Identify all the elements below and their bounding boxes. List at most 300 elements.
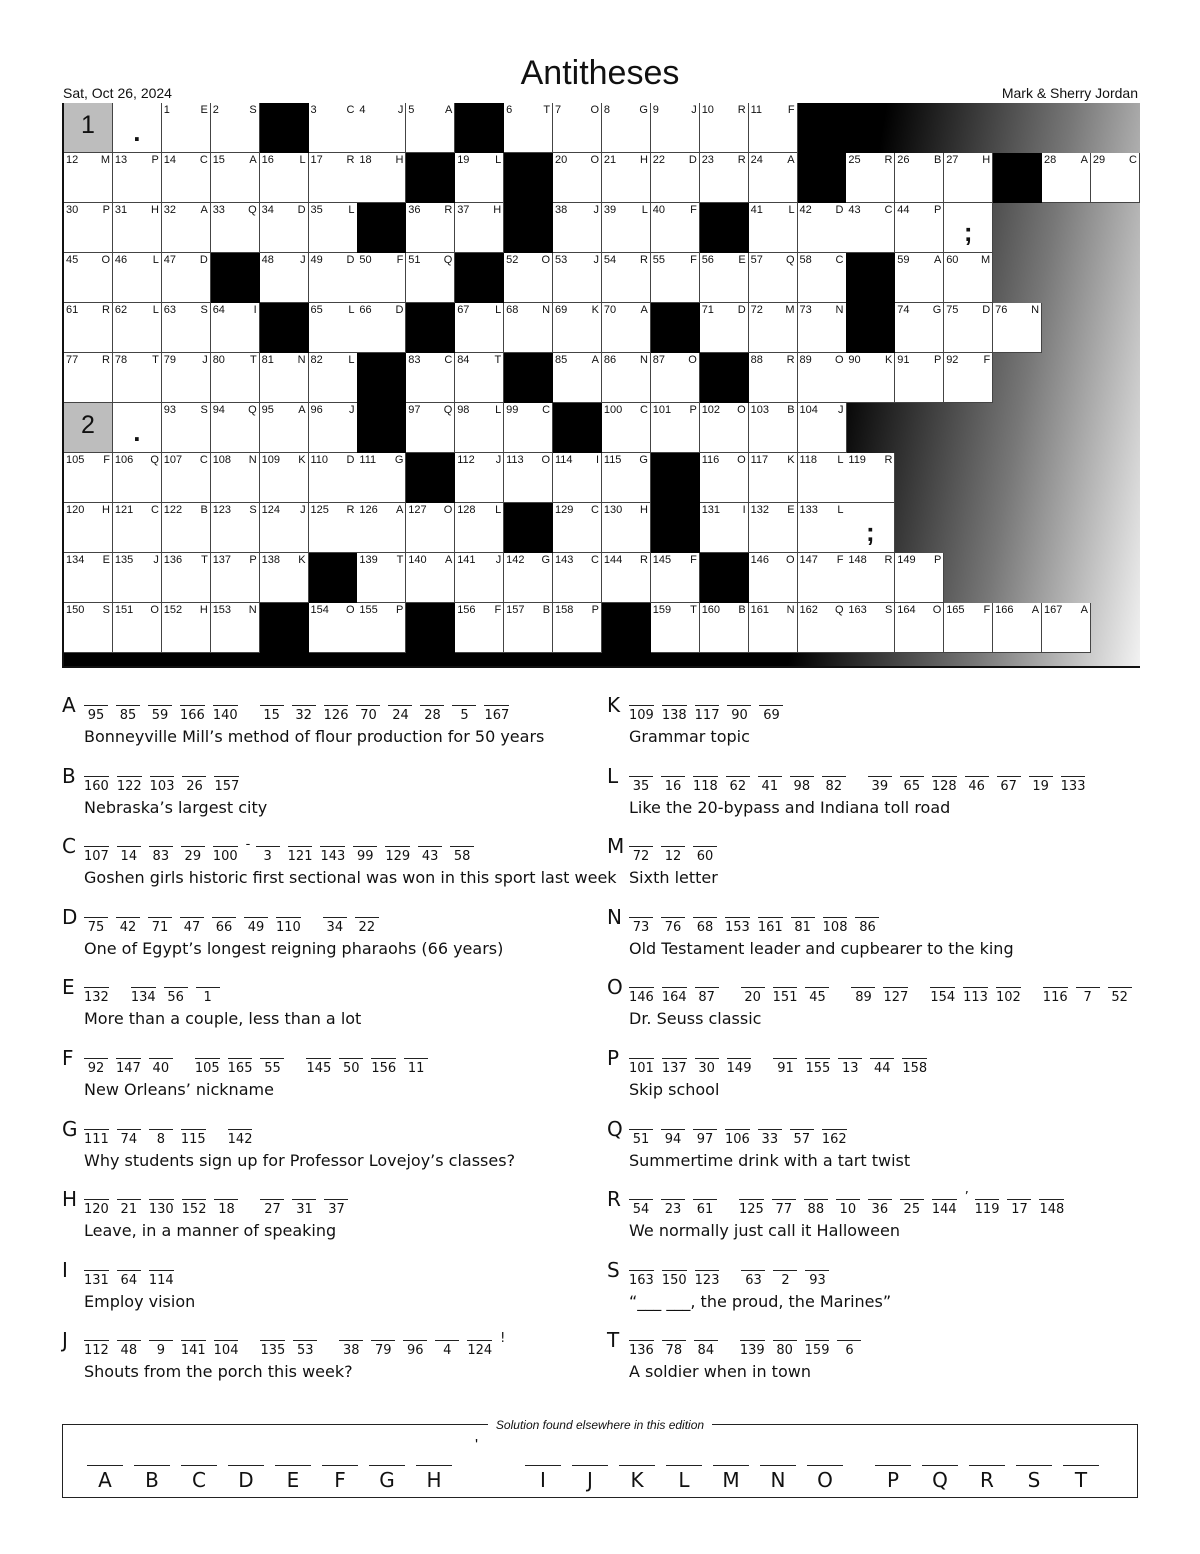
letter-cell[interactable] (895, 253, 944, 303)
letter-cell[interactable] (553, 153, 602, 203)
letter-cell[interactable] (749, 303, 798, 353)
letter-cell[interactable] (162, 553, 211, 603)
answer-blank[interactable]: 55 (260, 1058, 284, 1076)
letter-cell[interactable] (64, 303, 113, 353)
answer-blank[interactable]: 66 (212, 917, 236, 935)
answer-blank[interactable]: 64 (117, 1270, 141, 1288)
letter-cell[interactable] (553, 553, 602, 603)
letter-cell[interactable] (162, 153, 211, 203)
letter-cell[interactable] (455, 203, 504, 253)
answer-blank[interactable]: 142 (228, 1129, 253, 1147)
letter-cell[interactable] (113, 603, 162, 653)
solution-blank-c[interactable]: C (181, 1465, 217, 1492)
answer-blank[interactable]: 42 (116, 917, 140, 935)
answer-blank[interactable]: 1 (196, 987, 220, 1005)
answer-blank[interactable]: 20 (741, 987, 765, 1005)
letter-cell[interactable] (406, 353, 455, 403)
answer-blank[interactable]: 110 (276, 917, 301, 935)
answer-blank[interactable]: 89 (851, 987, 875, 1005)
letter-cell[interactable] (406, 203, 455, 253)
answer-blank[interactable]: 32 (292, 705, 316, 723)
letter-cell[interactable] (602, 303, 651, 353)
solution-blank-j[interactable]: J (572, 1465, 608, 1492)
letter-cell[interactable] (602, 453, 651, 503)
answer-blank[interactable]: 34 (323, 917, 347, 935)
answer-blank[interactable]: 105 (195, 1058, 220, 1076)
answer-blank[interactable]: 33 (758, 1129, 782, 1147)
letter-cell[interactable] (553, 303, 602, 353)
letter-cell[interactable] (504, 103, 553, 153)
answer-blank[interactable]: 31 (292, 1199, 316, 1217)
answer-blank[interactable]: 14 (117, 846, 141, 864)
answer-blank[interactable]: 85 (116, 705, 140, 723)
answer-blank[interactable]: 19 (1029, 776, 1053, 794)
letter-cell[interactable] (651, 353, 700, 403)
answer-blank[interactable]: 29 (181, 846, 205, 864)
answer-blank[interactable]: 4 (435, 1340, 459, 1358)
solution-blank-o[interactable]: O (807, 1465, 843, 1492)
answer-blank[interactable]: 45 (805, 987, 829, 1005)
letter-cell[interactable] (211, 503, 260, 553)
answer-blank[interactable]: 8 (149, 1129, 173, 1147)
letter-cell[interactable] (357, 103, 406, 153)
answer-blank[interactable]: 113 (963, 987, 988, 1005)
answer-blank[interactable]: 44 (870, 1058, 894, 1076)
letter-cell[interactable] (64, 353, 113, 403)
answer-blank[interactable]: 104 (214, 1340, 239, 1358)
letter-cell[interactable] (944, 603, 993, 653)
answer-blank[interactable]: 9 (149, 1340, 173, 1358)
answer-blank[interactable]: 26 (182, 776, 206, 794)
answer-blank[interactable]: 153 (725, 917, 750, 935)
letter-cell[interactable] (309, 503, 358, 553)
answer-blank[interactable]: 159 (805, 1340, 830, 1358)
letter-cell[interactable] (260, 153, 309, 203)
answer-blank[interactable]: 61 (693, 1199, 717, 1217)
letter-cell[interactable] (700, 603, 749, 653)
letter-cell[interactable] (211, 303, 260, 353)
answer-blank[interactable]: 2 (773, 1270, 797, 1288)
answer-blank[interactable]: 25 (900, 1199, 924, 1217)
answer-blank[interactable]: 119 (975, 1199, 1000, 1217)
letter-cell[interactable] (113, 353, 162, 403)
answer-blank[interactable]: 57 (790, 1129, 814, 1147)
solution-blank-i[interactable]: I (525, 1465, 561, 1492)
letter-cell[interactable] (553, 503, 602, 553)
letter-cell[interactable] (700, 453, 749, 503)
letter-cell[interactable] (162, 603, 211, 653)
solution-blank-h[interactable]: H (416, 1465, 452, 1492)
answer-blank[interactable]: 27 (260, 1199, 284, 1217)
letter-cell[interactable] (64, 603, 113, 653)
letter-cell[interactable] (798, 203, 847, 253)
letter-cell[interactable] (357, 453, 406, 503)
letter-cell[interactable] (113, 503, 162, 553)
letter-cell[interactable] (993, 303, 1042, 353)
answer-blank[interactable]: 98 (790, 776, 814, 794)
letter-cell[interactable] (749, 103, 798, 153)
answer-blank[interactable]: 122 (117, 776, 142, 794)
letter-cell[interactable] (993, 603, 1042, 653)
answer-blank[interactable]: 106 (725, 1129, 750, 1147)
letter-cell[interactable] (113, 303, 162, 353)
letter-cell[interactable] (455, 453, 504, 503)
answer-blank[interactable]: 83 (149, 846, 173, 864)
letter-cell[interactable] (455, 503, 504, 553)
answer-blank[interactable]: 68 (693, 917, 717, 935)
solution-blank-s[interactable]: S (1016, 1465, 1052, 1492)
letter-cell[interactable] (602, 353, 651, 403)
letter-cell[interactable] (895, 553, 944, 603)
answer-blank[interactable]: 162 (822, 1129, 847, 1147)
answer-blank[interactable]: 71 (148, 917, 172, 935)
letter-cell[interactable] (700, 303, 749, 353)
answer-blank[interactable]: 59 (148, 705, 172, 723)
letter-cell[interactable] (260, 403, 309, 453)
answer-blank[interactable]: 148 (1039, 1199, 1064, 1217)
answer-blank[interactable]: 145 (306, 1058, 331, 1076)
answer-blank[interactable]: 109 (629, 705, 654, 723)
answer-blank[interactable]: 40 (149, 1058, 173, 1076)
letter-cell[interactable] (64, 453, 113, 503)
letter-cell[interactable] (895, 153, 944, 203)
answer-blank[interactable]: 165 (228, 1058, 253, 1076)
answer-blank[interactable]: 137 (662, 1058, 687, 1076)
letter-cell[interactable] (162, 103, 211, 153)
letter-cell[interactable] (309, 103, 358, 153)
letter-cell[interactable] (113, 153, 162, 203)
letter-cell[interactable] (944, 153, 993, 203)
answer-blank[interactable]: 140 (213, 705, 238, 723)
letter-cell[interactable] (895, 603, 944, 653)
answer-blank[interactable]: 156 (371, 1058, 396, 1076)
letter-cell[interactable] (260, 253, 309, 303)
answer-blank[interactable]: 93 (805, 1270, 829, 1288)
letter-cell[interactable] (602, 153, 651, 203)
letter-cell[interactable] (846, 453, 895, 503)
letter-cell[interactable] (64, 153, 113, 203)
answer-blank[interactable]: 138 (662, 705, 687, 723)
letter-cell[interactable] (406, 553, 455, 603)
answer-blank[interactable]: 130 (149, 1199, 174, 1217)
letter-cell[interactable] (309, 253, 358, 303)
letter-cell[interactable] (357, 603, 406, 653)
letter-cell[interactable] (700, 153, 749, 203)
answer-blank[interactable]: 116 (1043, 987, 1068, 1005)
letter-cell[interactable] (113, 553, 162, 603)
letter-cell[interactable] (113, 453, 162, 503)
answer-blank[interactable]: 143 (320, 846, 345, 864)
answer-blank[interactable]: 103 (150, 776, 175, 794)
letter-cell[interactable] (749, 453, 798, 503)
letter-cell[interactable] (749, 503, 798, 553)
letter-cell[interactable] (846, 203, 895, 253)
answer-blank[interactable]: 166 (180, 705, 205, 723)
answer-blank[interactable]: 163 (629, 1270, 654, 1288)
letter-cell[interactable] (162, 303, 211, 353)
letter-cell[interactable] (309, 353, 358, 403)
answer-blank[interactable]: 120 (84, 1199, 109, 1217)
answer-blank[interactable]: 97 (693, 1129, 717, 1147)
answer-blank[interactable]: 149 (727, 1058, 752, 1076)
letter-cell[interactable] (749, 203, 798, 253)
letter-cell[interactable] (455, 553, 504, 603)
answer-blank[interactable]: 167 (484, 705, 509, 723)
letter-cell[interactable] (406, 403, 455, 453)
answer-blank[interactable]: 134 (131, 987, 156, 1005)
letter-cell[interactable] (309, 303, 358, 353)
solution-blank-p[interactable]: P (875, 1465, 911, 1492)
letter-cell[interactable] (504, 303, 553, 353)
letter-cell[interactable] (846, 153, 895, 203)
letter-cell[interactable] (162, 503, 211, 553)
answer-blank[interactable]: 133 (1061, 776, 1086, 794)
answer-blank[interactable]: 72 (629, 846, 653, 864)
letter-cell[interactable] (357, 553, 406, 603)
answer-blank[interactable]: 15 (260, 705, 284, 723)
letter-cell[interactable] (749, 253, 798, 303)
answer-blank[interactable]: 23 (661, 1199, 685, 1217)
answer-blank[interactable]: 118 (693, 776, 718, 794)
letter-cell[interactable] (309, 403, 358, 453)
answer-blank[interactable]: 157 (214, 776, 239, 794)
letter-cell[interactable] (798, 503, 847, 553)
solution-blank-b[interactable]: B (134, 1465, 170, 1492)
answer-blank[interactable]: 5 (452, 705, 476, 723)
letter-cell[interactable] (455, 403, 504, 453)
letter-cell[interactable] (798, 303, 847, 353)
answer-blank[interactable]: 91 (773, 1058, 797, 1076)
answer-blank[interactable]: 18 (214, 1199, 238, 1217)
answer-blank[interactable]: 150 (662, 1270, 687, 1288)
letter-cell[interactable] (602, 503, 651, 553)
answer-blank[interactable]: 52 (1108, 987, 1132, 1005)
letter-cell[interactable] (504, 253, 553, 303)
answer-blank[interactable]: 10 (836, 1199, 860, 1217)
answer-blank[interactable]: 95 (84, 705, 108, 723)
letter-cell[interactable] (846, 603, 895, 653)
solution-blank-m[interactable]: M (713, 1465, 749, 1492)
letter-cell[interactable] (260, 503, 309, 553)
letter-cell[interactable] (211, 553, 260, 603)
letter-cell[interactable] (309, 153, 358, 203)
letter-cell[interactable] (700, 253, 749, 303)
letter-cell[interactable] (602, 103, 651, 153)
answer-blank[interactable]: 35 (629, 776, 653, 794)
letter-cell[interactable] (64, 253, 113, 303)
letter-cell[interactable] (553, 353, 602, 403)
answer-blank[interactable]: 132 (84, 987, 109, 1005)
letter-cell[interactable] (455, 603, 504, 653)
answer-blank[interactable]: 151 (773, 987, 798, 1005)
letter-cell[interactable] (162, 203, 211, 253)
answer-blank[interactable]: 96 (403, 1340, 427, 1358)
answer-blank[interactable]: 70 (356, 705, 380, 723)
answer-blank[interactable]: 69 (759, 705, 783, 723)
letter-cell[interactable] (553, 453, 602, 503)
letter-cell[interactable] (749, 403, 798, 453)
answer-blank[interactable]: 152 (182, 1199, 207, 1217)
letter-cell[interactable] (895, 203, 944, 253)
answer-blank[interactable]: 107 (84, 846, 109, 864)
letter-cell[interactable] (602, 253, 651, 303)
answer-blank[interactable]: 13 (838, 1058, 862, 1076)
letter-cell[interactable] (798, 553, 847, 603)
answer-blank[interactable]: 65 (900, 776, 924, 794)
answer-blank[interactable]: 112 (84, 1340, 109, 1358)
answer-blank[interactable]: 50 (339, 1058, 363, 1076)
answer-blank[interactable]: 146 (629, 987, 654, 1005)
answer-blank[interactable]: 108 (823, 917, 848, 935)
letter-cell[interactable] (211, 353, 260, 403)
answer-blank[interactable]: 147 (116, 1058, 141, 1076)
solution-blank-t[interactable]: T (1063, 1465, 1099, 1492)
answer-blank[interactable]: 139 (740, 1340, 765, 1358)
letter-cell[interactable] (651, 253, 700, 303)
letter-cell[interactable] (504, 453, 553, 503)
answer-blank[interactable]: 38 (339, 1340, 363, 1358)
answer-blank[interactable]: 88 (804, 1199, 828, 1217)
letter-cell[interactable] (798, 253, 847, 303)
letter-cell[interactable] (211, 153, 260, 203)
letter-cell[interactable] (553, 103, 602, 153)
letter-cell[interactable] (504, 603, 553, 653)
letter-cell[interactable] (798, 603, 847, 653)
letter-cell[interactable] (309, 453, 358, 503)
letter-cell[interactable] (749, 153, 798, 203)
letter-cell[interactable] (260, 553, 309, 603)
answer-blank[interactable]: 81 (791, 917, 815, 935)
letter-cell[interactable] (651, 153, 700, 203)
letter-cell[interactable] (260, 203, 309, 253)
solution-blank-a[interactable]: A (87, 1465, 123, 1492)
answer-blank[interactable]: 53 (293, 1340, 317, 1358)
letter-cell[interactable] (455, 153, 504, 203)
letter-cell[interactable] (846, 553, 895, 603)
answer-blank[interactable]: 94 (661, 1129, 685, 1147)
answer-blank[interactable]: 79 (371, 1340, 395, 1358)
answer-blank[interactable]: 6 (837, 1340, 861, 1358)
solution-blank-g[interactable]: G (369, 1465, 405, 1492)
letter-cell[interactable] (798, 353, 847, 403)
letter-cell[interactable] (211, 403, 260, 453)
letter-cell[interactable] (700, 103, 749, 153)
letter-cell[interactable] (651, 203, 700, 253)
answer-blank[interactable]: 115 (181, 1129, 206, 1147)
answer-blank[interactable]: 62 (726, 776, 750, 794)
answer-blank[interactable]: 67 (997, 776, 1021, 794)
letter-cell[interactable] (113, 253, 162, 303)
letter-cell[interactable] (651, 553, 700, 603)
answer-blank[interactable]: 60 (693, 846, 717, 864)
letter-cell[interactable] (260, 353, 309, 403)
letter-cell[interactable] (406, 103, 455, 153)
letter-cell[interactable] (504, 403, 553, 453)
letter-cell[interactable] (846, 353, 895, 403)
answer-blank[interactable]: 78 (662, 1340, 686, 1358)
letter-cell[interactable] (944, 253, 993, 303)
solution-blank-e[interactable]: E (275, 1465, 311, 1492)
letter-cell[interactable] (749, 603, 798, 653)
answer-blank[interactable]: 73 (629, 917, 653, 935)
letter-cell[interactable] (211, 103, 260, 153)
answer-blank[interactable]: 3 (256, 846, 280, 864)
answer-blank[interactable]: 48 (117, 1340, 141, 1358)
solution-blank-q[interactable]: Q (922, 1465, 958, 1492)
answer-blank[interactable]: 75 (84, 917, 108, 935)
answer-blank[interactable]: 58 (450, 846, 474, 864)
answer-blank[interactable]: 37 (324, 1199, 348, 1217)
letter-cell[interactable] (211, 603, 260, 653)
letter-cell[interactable] (64, 553, 113, 603)
answer-blank[interactable]: 160 (84, 776, 109, 794)
answer-blank[interactable]: 47 (180, 917, 204, 935)
answer-blank[interactable]: 129 (385, 846, 410, 864)
answer-blank[interactable]: 16 (661, 776, 685, 794)
solution-blank-d[interactable]: D (228, 1465, 264, 1492)
letter-cell[interactable] (357, 303, 406, 353)
letter-cell[interactable] (357, 253, 406, 303)
answer-blank[interactable]: 92 (84, 1058, 108, 1076)
answer-blank[interactable]: 111 (84, 1129, 109, 1147)
letter-cell[interactable] (553, 203, 602, 253)
letter-cell[interactable] (944, 303, 993, 353)
letter-cell[interactable] (602, 553, 651, 603)
letter-cell[interactable] (895, 353, 944, 403)
answer-blank[interactable]: 87 (695, 987, 719, 1005)
letter-cell[interactable] (504, 553, 553, 603)
answer-blank[interactable]: 82 (822, 776, 846, 794)
answer-blank[interactable]: 30 (695, 1058, 719, 1076)
answer-blank[interactable]: 154 (930, 987, 955, 1005)
answer-blank[interactable]: 100 (213, 846, 238, 864)
answer-blank[interactable]: 131 (84, 1270, 109, 1288)
answer-blank[interactable]: 17 (1007, 1199, 1031, 1217)
answer-blank[interactable]: 56 (164, 987, 188, 1005)
answer-blank[interactable]: 124 (467, 1340, 492, 1358)
answer-blank[interactable]: 39 (868, 776, 892, 794)
answer-blank[interactable]: 125 (739, 1199, 764, 1217)
answer-blank[interactable]: 54 (629, 1199, 653, 1217)
letter-cell[interactable] (357, 153, 406, 203)
letter-cell[interactable] (162, 403, 211, 453)
answer-blank[interactable]: 155 (805, 1058, 830, 1076)
answer-blank[interactable]: 51 (629, 1129, 653, 1147)
answer-blank[interactable]: 99 (353, 846, 377, 864)
letter-cell[interactable] (602, 203, 651, 253)
letter-cell[interactable] (309, 203, 358, 253)
answer-blank[interactable]: 43 (418, 846, 442, 864)
answer-blank[interactable]: 7 (1076, 987, 1100, 1005)
answer-blank[interactable]: 76 (661, 917, 685, 935)
letter-cell[interactable] (260, 453, 309, 503)
letter-cell[interactable] (651, 603, 700, 653)
solution-blank-k[interactable]: K (619, 1465, 655, 1492)
letter-cell[interactable] (406, 503, 455, 553)
letter-cell[interactable] (553, 603, 602, 653)
letter-cell[interactable] (700, 403, 749, 453)
letter-cell[interactable] (749, 353, 798, 403)
answer-blank[interactable]: 161 (758, 917, 783, 935)
letter-cell[interactable] (162, 253, 211, 303)
letter-cell[interactable] (211, 203, 260, 253)
answer-blank[interactable]: 12 (661, 846, 685, 864)
letter-cell[interactable] (162, 353, 211, 403)
solution-blank-l[interactable]: L (666, 1465, 702, 1492)
letter-cell[interactable] (1091, 153, 1140, 203)
letter-cell[interactable] (64, 203, 113, 253)
answer-blank[interactable]: 102 (996, 987, 1021, 1005)
